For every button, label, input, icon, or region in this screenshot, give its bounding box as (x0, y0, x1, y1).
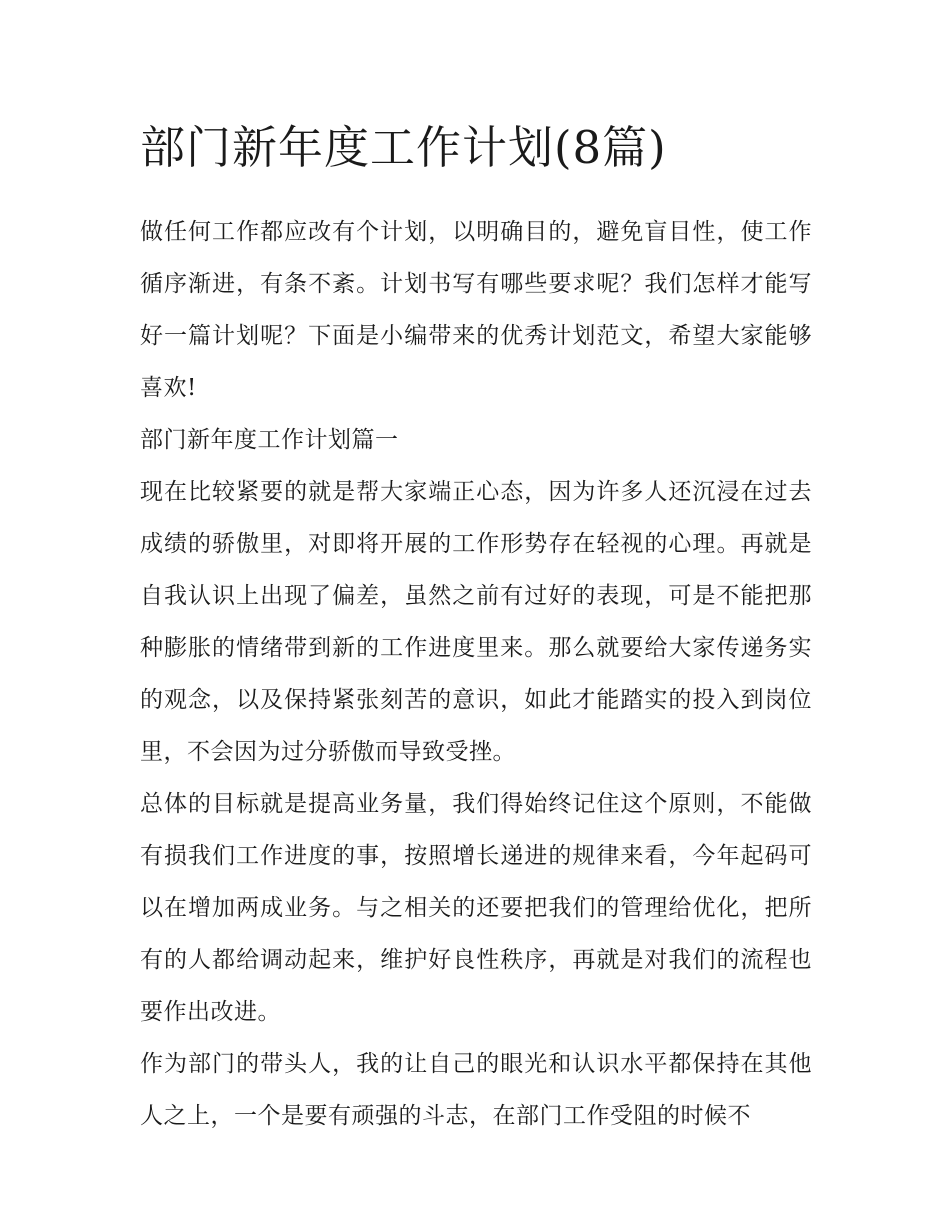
document-title: 部门新年度工作计划(8篇) (140, 121, 667, 174)
body-paragraph: 作为部门的带头人，我的让自己的眼光和认识水平都保持在其他人之上，一个是要有顽强的斗志，在部门工作受阻的时候不 (140, 1051, 812, 1129)
body-paragraph: 总体的目标就是提高业务量，我们得始终记住这个原则，不能做有损我们工作进度的事，按照增长递进的规律来看，今年起码可以在增加两成业务。与之相关的还要把我们的管理给优化，把所有的人都给调动起来，维护好良性秩序，再就是对我们的流程也要作出改进。 (140, 791, 812, 1025)
document-body (140, 112, 812, 1142)
intro-paragraph: 做任何工作都应改有个计划，以明确目的，避免盲目性，使工作循序渐进，有条不紊。计划书写有哪些要求呢？我们怎样才能写好一篇计划呢？下面是小编带来的优秀计划范文，希望大家能够喜欢! (140, 219, 812, 401)
section-heading: 部门新年度工作计划篇一 (140, 427, 399, 453)
body-paragraph: 现在比较紧要的就是帮大家端正心态，因为许多人还沉浸在过去成绩的骄傲里，对即将开展的工作形势存在轻视的心理。再就是自我认识上出现了偏差，虽然之前有过好的表现，可是不能把那种膨胀的情绪带到新的工作进度里来。那么就要给大家传递务实的观念，以及保持紧张刻苦的意识，如此才能踏实的投入到岗位里，不会因为过分骄傲而导致受挫。 (140, 479, 812, 765)
